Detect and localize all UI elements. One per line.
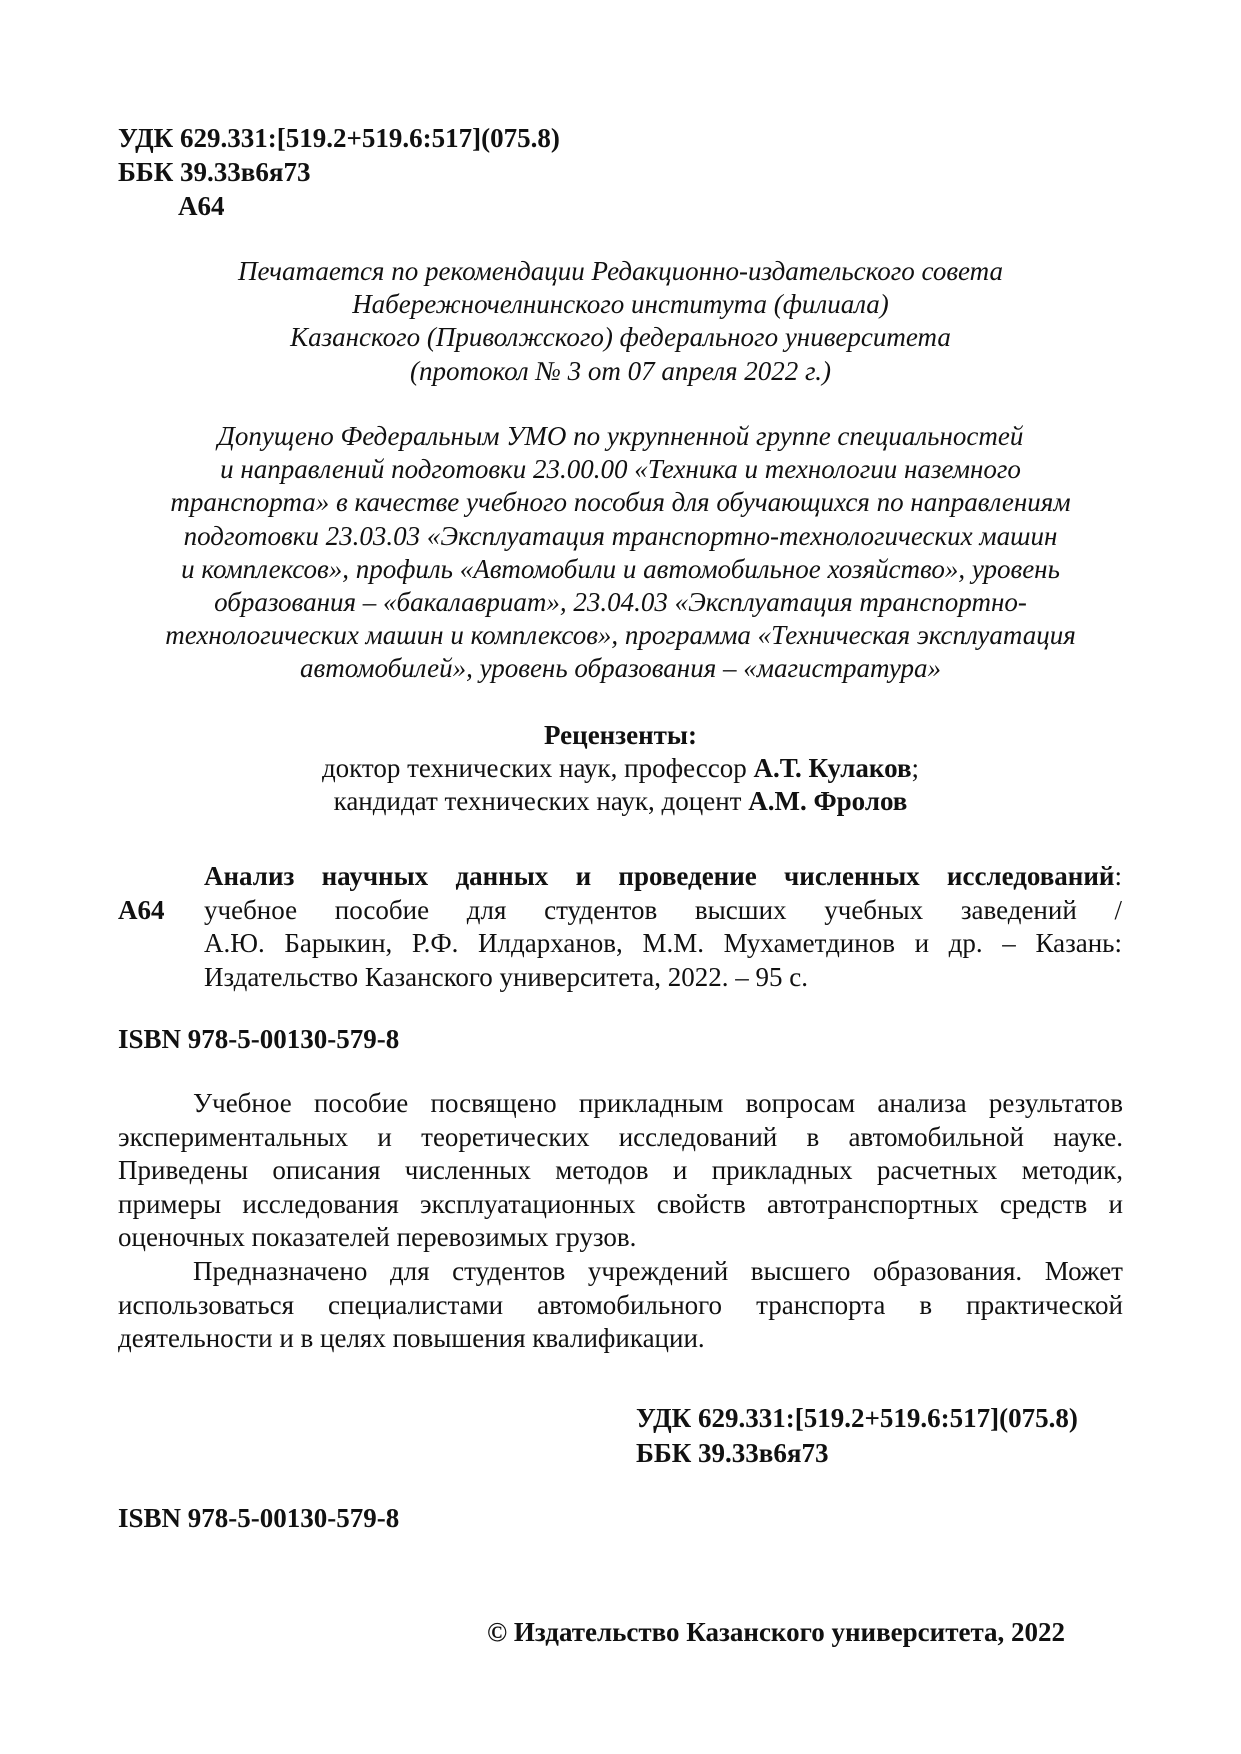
annotation-line: оценочных показателей перевозимых грузов.: [118, 1222, 637, 1253]
reviewer-title: кандидат технических наук, доцент: [333, 786, 749, 816]
udk-code: УДК 629.331:[519.2+519.6:517](075.8): [118, 123, 560, 153]
biblio-line: учебное пособие для студентов высших учебных заведений /: [204, 894, 1122, 925]
approval-line: Допущено Федеральным УМО по укрупненной группе специальностей: [217, 421, 1024, 451]
recommendation-line: Набережночелнинского института (филиала): [352, 289, 889, 320]
book-title: Анализ научных данных и проведение численных исследований: [204, 861, 1115, 891]
isbn-footer: ISBN 978-5-00130-579-8: [118, 1503, 400, 1533]
author-mark: А64: [178, 191, 225, 221]
annotation-line: Предназначено для студентов учреждений высшего образования. Может: [193, 1255, 1123, 1286]
annotation-line: экспериментальных и теоретических исследований в автомобильной науке.: [118, 1121, 1123, 1152]
udk-code-footer: УДК 629.331:[519.2+519.6:517](075.8): [636, 1403, 1078, 1433]
annotation: [118, 1087, 1123, 1356]
approval-line: и комплексов», профиль «Автомобили и автомобильное хозяйство», уровень: [181, 553, 1060, 584]
reviewer-suffix: ;: [911, 753, 920, 783]
reviewers-heading: Рецензенты:: [544, 720, 697, 750]
approval-line: технологических машин и комплексов», программа «Техническая эксплуатация: [165, 620, 1076, 651]
annotation-line: примеры исследования эксплуатационных свойств автотранспортных средств и: [118, 1188, 1123, 1219]
biblio-title-line: [204, 860, 1122, 894]
recommendation-line: Печатается по рекомендации Редакционно-издательского совета: [237, 256, 1004, 286]
approval-line: подготовки 23.03.03 «Эксплуатация транспортно-технологических машин: [183, 520, 1058, 551]
bibliographic-record: [204, 860, 1122, 994]
reviewer-item: [118, 785, 1123, 818]
approval-line: автомобилей», уровень образования – «магистратура»: [300, 653, 941, 684]
approval-line: и направлений подготовки 23.00.00 «Техника и технологии наземного: [220, 454, 1021, 485]
reviewer-item: [118, 752, 1123, 785]
reviewer-title: доктор технических наук, профессор: [321, 753, 754, 783]
biblio-line: Издательство Казанского университета, 2022. – 95 с.: [204, 961, 809, 992]
approval-line: образования – «бакалавриат», 23.04.03 «Эксплуатация транспортно-: [214, 587, 1027, 618]
bbk-code: ББК 39.33в6я73: [118, 157, 311, 187]
annotation-line: Учебное пособие посвящено прикладным вопросам анализа результатов: [193, 1088, 1123, 1118]
recommendation-line: (протокол № 3 от 07 апреля 2022 г.): [410, 355, 831, 386]
bbk-code-footer: ББК 39.33в6я73: [636, 1438, 829, 1468]
publishing-recommendation: [100, 255, 1141, 388]
annotation-line: использоваться специалистами автомобильного транспорта в практической: [118, 1289, 1123, 1320]
book-title-suffix: :: [1114, 861, 1122, 891]
reviewer-name: А.М. Фролов: [748, 786, 908, 816]
copyright: © Издательство Казанского университета, 2022: [487, 1617, 1066, 1647]
reviewers-section: [118, 719, 1123, 818]
approval-line: транспорта» в качестве учебного пособия для обучающихся по направлениям: [170, 487, 1071, 518]
umo-approval: [100, 420, 1141, 686]
isbn: ISBN 978-5-00130-579-8: [118, 1024, 400, 1054]
annotation-line: деятельности и в целях повышения квалификации.: [118, 1323, 705, 1354]
biblio-author-mark: А64: [118, 895, 165, 925]
annotation-line: Приведены описания численных методов и прикладных расчетных методик,: [118, 1155, 1123, 1186]
recommendation-line: Казанского (Приволжского) федерального университета: [290, 322, 951, 353]
biblio-line: А.Ю. Барыкин, Р.Ф. Илдарханов, М.М. Мухаметдинов и др. – Казань:: [204, 928, 1122, 959]
reviewer-name: А.Т. Кулаков: [753, 753, 912, 783]
